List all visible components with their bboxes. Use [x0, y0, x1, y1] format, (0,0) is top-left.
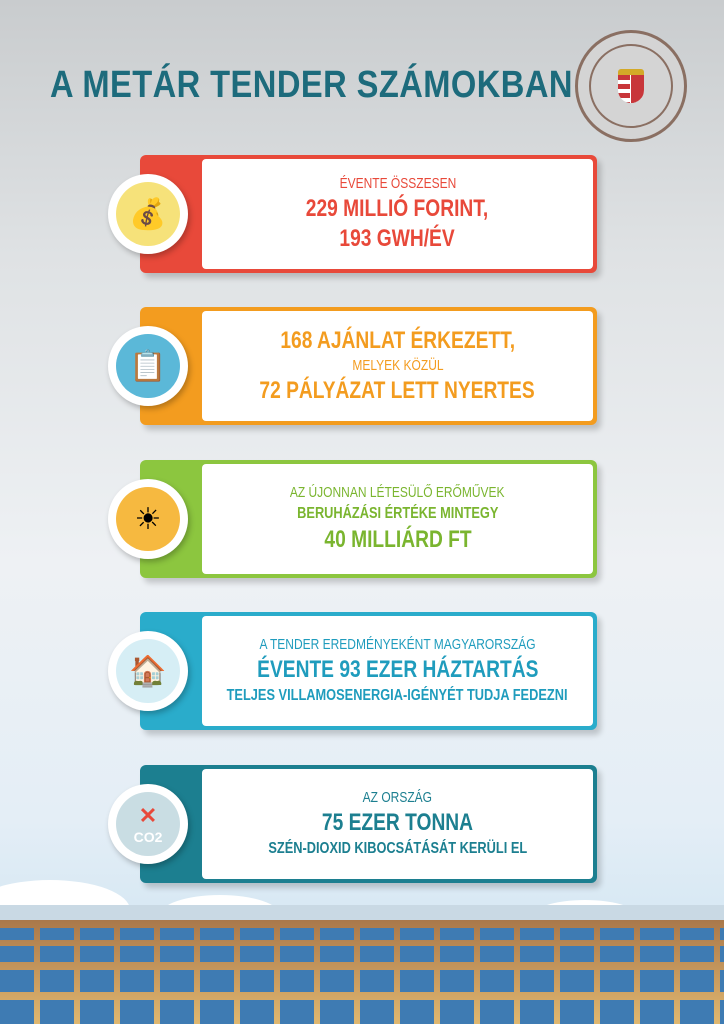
- card-text: ÉVENTE ÖSSZESEN: [339, 175, 456, 192]
- co2-factory-icon: ✕ CO2: [116, 792, 180, 856]
- card-highlight: 229 MILLIÓ FORINT,: [306, 195, 489, 222]
- card-text: SZÉN-DIOXID KIBOCSÁTÁSÁT KERÜLI EL: [268, 840, 527, 857]
- stat-card-households: [129, 612, 597, 730]
- coat-of-arms-icon: [618, 69, 644, 103]
- stat-card-funding: [129, 155, 597, 273]
- card-highlight: 75 EZER TONNA: [321, 809, 474, 836]
- money-growth-icon: 💰: [116, 182, 180, 246]
- stat-card-investment: [134, 460, 597, 578]
- stat-card-bids: [129, 307, 597, 425]
- card-text: MELYEK KÖZÜL: [351, 357, 444, 374]
- card-text: AZ ÚJONNAN LÉTESÜLŐ ERŐMŰVEK: [290, 484, 505, 501]
- document-chart-icon: 📋: [116, 334, 180, 398]
- card-highlight: 168 AJÁNLAT ÉRKEZETT,: [280, 327, 515, 354]
- card-highlight: 72 PÁLYÁZAT LETT NYERTES: [259, 377, 536, 404]
- card-text: BERUHÁZÁSI ÉRTÉKE MINTEGY: [296, 505, 499, 522]
- solar-plant-icon: ☀: [116, 487, 180, 551]
- card-text: A TENDER EREDMÉNYEKÉNT MAGYARORSZÁG: [259, 636, 536, 653]
- mekh-seal-logo: [575, 30, 687, 142]
- solar-panels-image: [0, 928, 724, 1024]
- house-icon: 🏠: [116, 639, 180, 703]
- card-highlight: 40 MILLIÁRD FT: [323, 526, 472, 553]
- page-title: A METÁR TENDER SZÁMOKBAN: [50, 64, 573, 106]
- card-text: AZ ORSZÁG: [362, 789, 433, 806]
- card-highlight: ÉVENTE 93 EZER HÁZTARTÁS: [256, 656, 539, 683]
- card-text: TELJES VILLAMOSENERGIA-IGÉNYÉT TUDJA FEDEZNI: [227, 687, 568, 704]
- co2-label: CO2: [133, 829, 163, 845]
- stat-card-co2: [133, 765, 597, 883]
- card-highlight: 193 GWH/ÉV: [339, 225, 456, 252]
